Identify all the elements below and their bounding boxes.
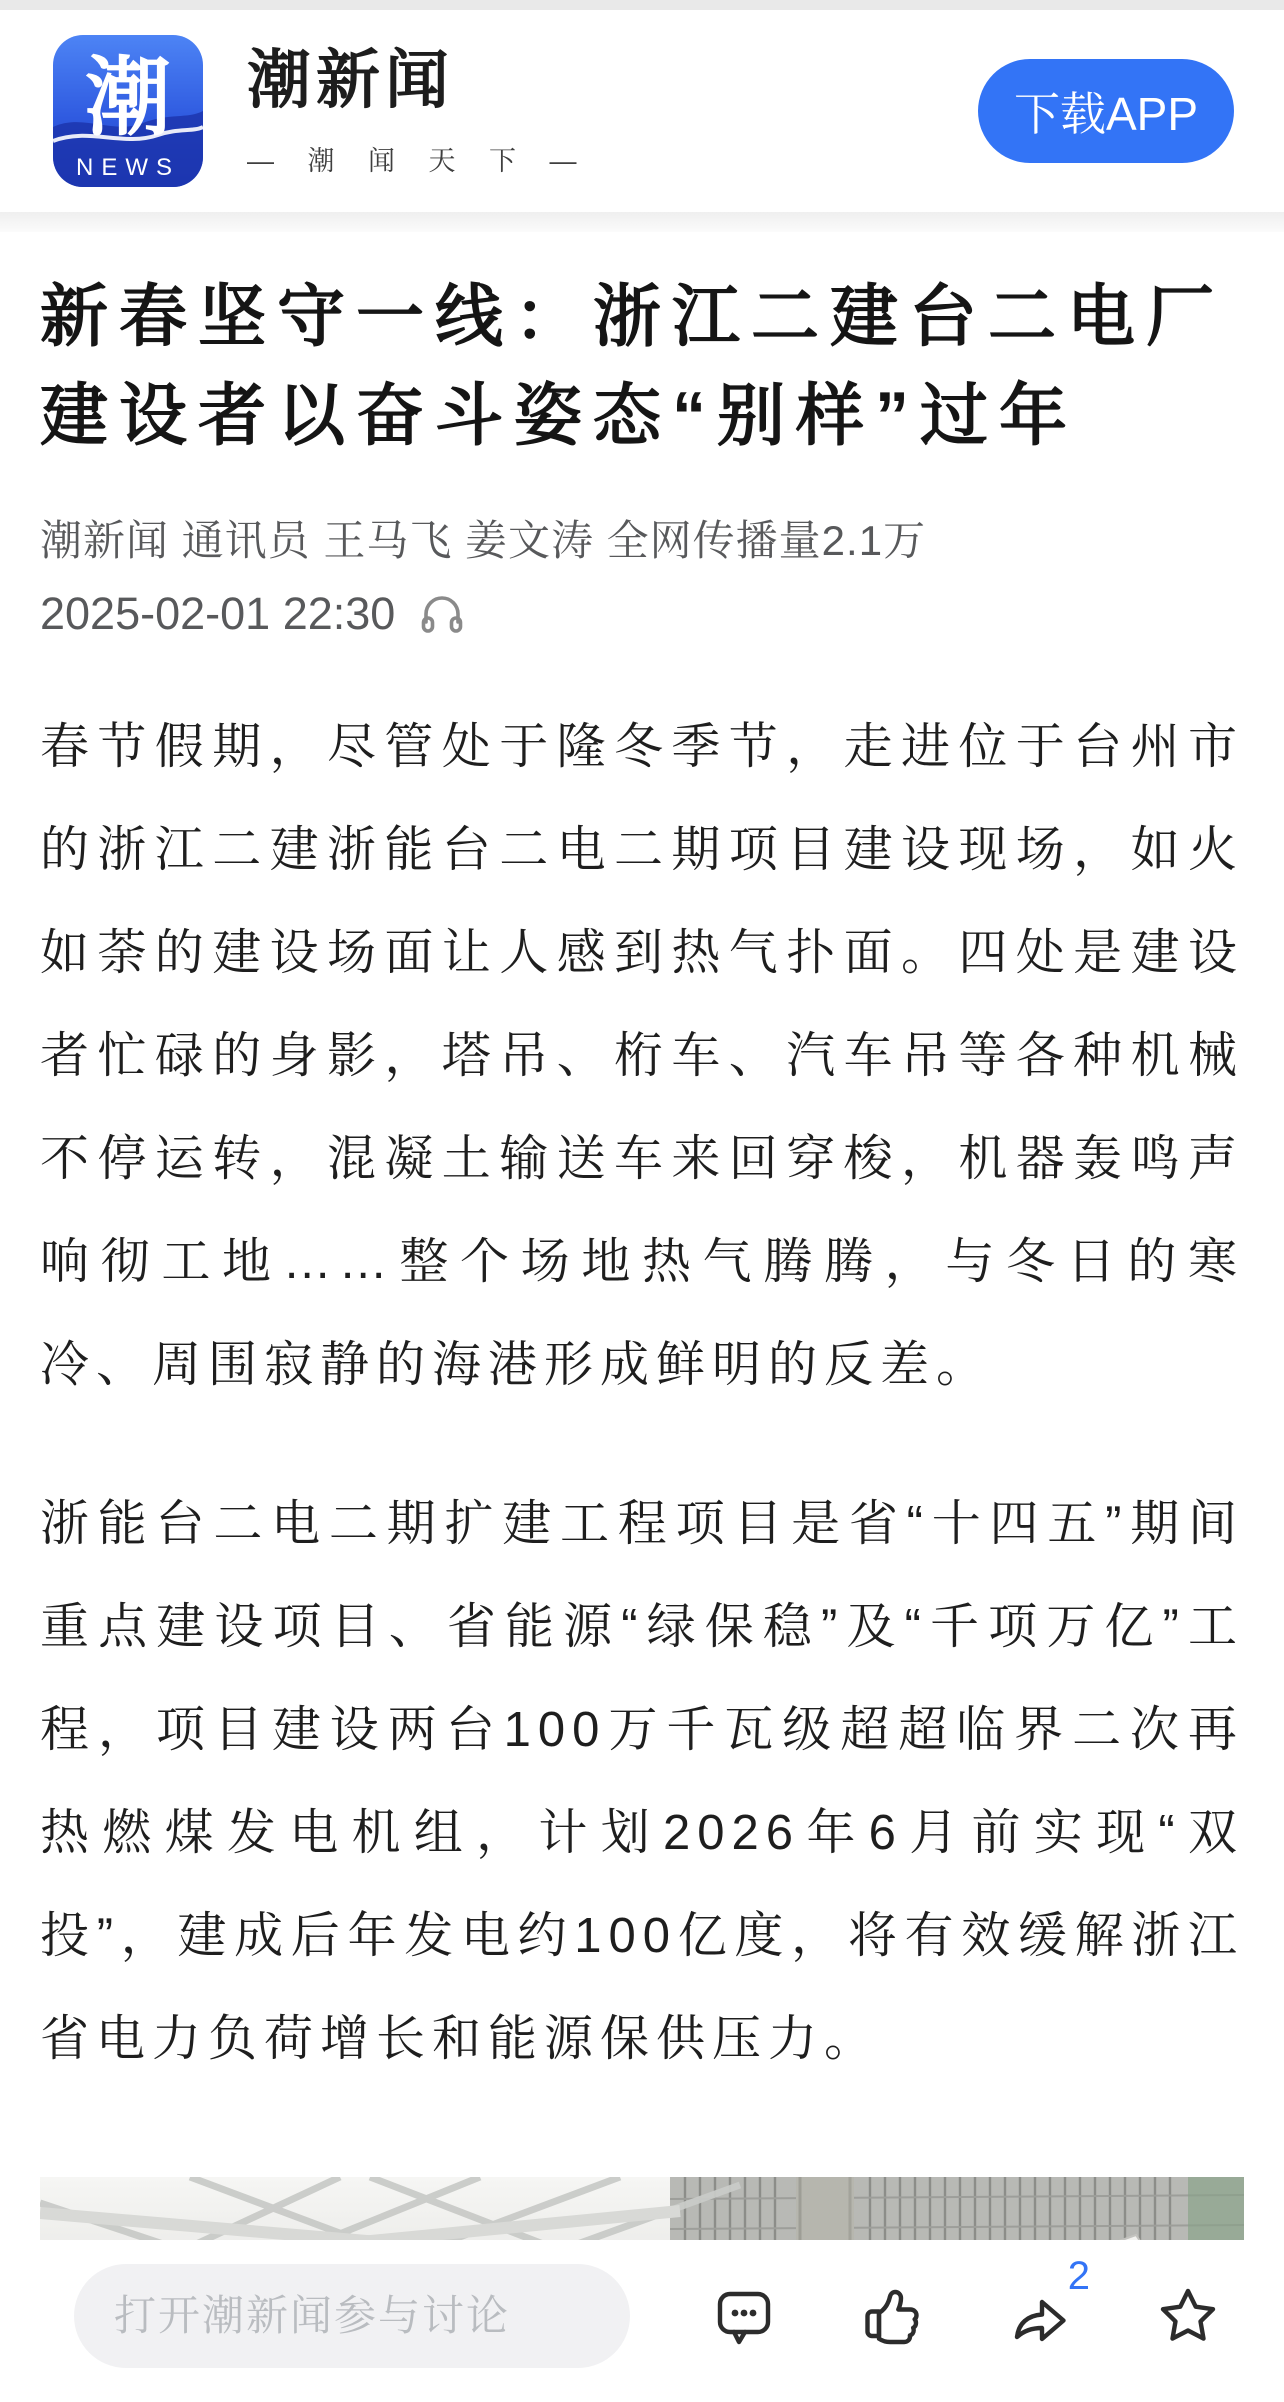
star-icon: [1156, 2284, 1220, 2348]
share-forward-icon: [1008, 2284, 1072, 2348]
svg-text:NEWS: NEWS: [76, 154, 180, 181]
status-bar-strip: [0, 0, 1284, 10]
favorite-button[interactable]: [1156, 2284, 1220, 2348]
comment-button[interactable]: [712, 2284, 776, 2348]
comment-input[interactable]: [112, 2291, 592, 2341]
article-title: 新春坚守一线：浙江二建台二电厂建设者以奋斗姿态“别样”过年: [40, 279, 1226, 454]
share-count-badge: 2: [1067, 2254, 1090, 2298]
app-header: [0, 10, 1284, 212]
brand-block: [247, 45, 590, 178]
toolbar-icons: [712, 2254, 1220, 2348]
chao-news-logo: [53, 35, 203, 187]
article-date-row: [40, 588, 1244, 640]
like-button[interactable]: [860, 2284, 924, 2348]
headphones-icon: [419, 592, 465, 636]
article-body: [0, 268, 1284, 2323]
chao-news-logo-icon: [53, 35, 203, 187]
bottom-toolbar: [0, 2240, 1284, 2402]
article-text: [40, 696, 1244, 2091]
article-byline: 潮新闻 通讯员 王马飞 姜文涛 全网传播量2.1万: [40, 517, 927, 564]
thumbs-up-icon: [860, 2284, 924, 2348]
app-tagline: — 潮 闻 天 下 —: [247, 145, 590, 176]
header-divider: [0, 212, 1284, 232]
listen-audio-button[interactable]: [419, 592, 465, 636]
app-name: 潮新闻: [247, 43, 454, 116]
comment-icon: [712, 2284, 776, 2348]
paragraph: 浙能台二电二期扩建工程项目是省“十四五”期间重点建设项目、省能源“绿保稳”及“千项万亿”工程，项目建设两台100万千瓦级超超临界二次再热燃煤发电机组，计划2026年6月前实现“双投”，建成后年发电约100亿度，将有效缓解浙江省电力负荷增长和能源保供压力。: [40, 1497, 1244, 2066]
svg-text:潮: 潮: [85, 50, 171, 146]
comment-input-pill[interactable]: [74, 2264, 630, 2368]
article-date: 2025-02-01 22:30: [40, 588, 396, 639]
share-button[interactable]: [1008, 2254, 1090, 2348]
download-app-button[interactable]: 下载APP: [978, 59, 1234, 163]
paragraph: 春节假期，尽管处于隆冬季节，走进位于台州市的浙江二建浙能台二电二期项目建设现场，如火如荼的建设场面让人感到热气扑面。四处是建设者忙碌的身影，塔吊、桁车、汽车吊等各种机械不停运转，混凝土输送车来回穿梭，机器轰鸣声响彻工地……整个场地热气腾腾，与冬日的寒冷、周围寂静的海港形成鲜明的反差。: [40, 720, 1244, 1392]
